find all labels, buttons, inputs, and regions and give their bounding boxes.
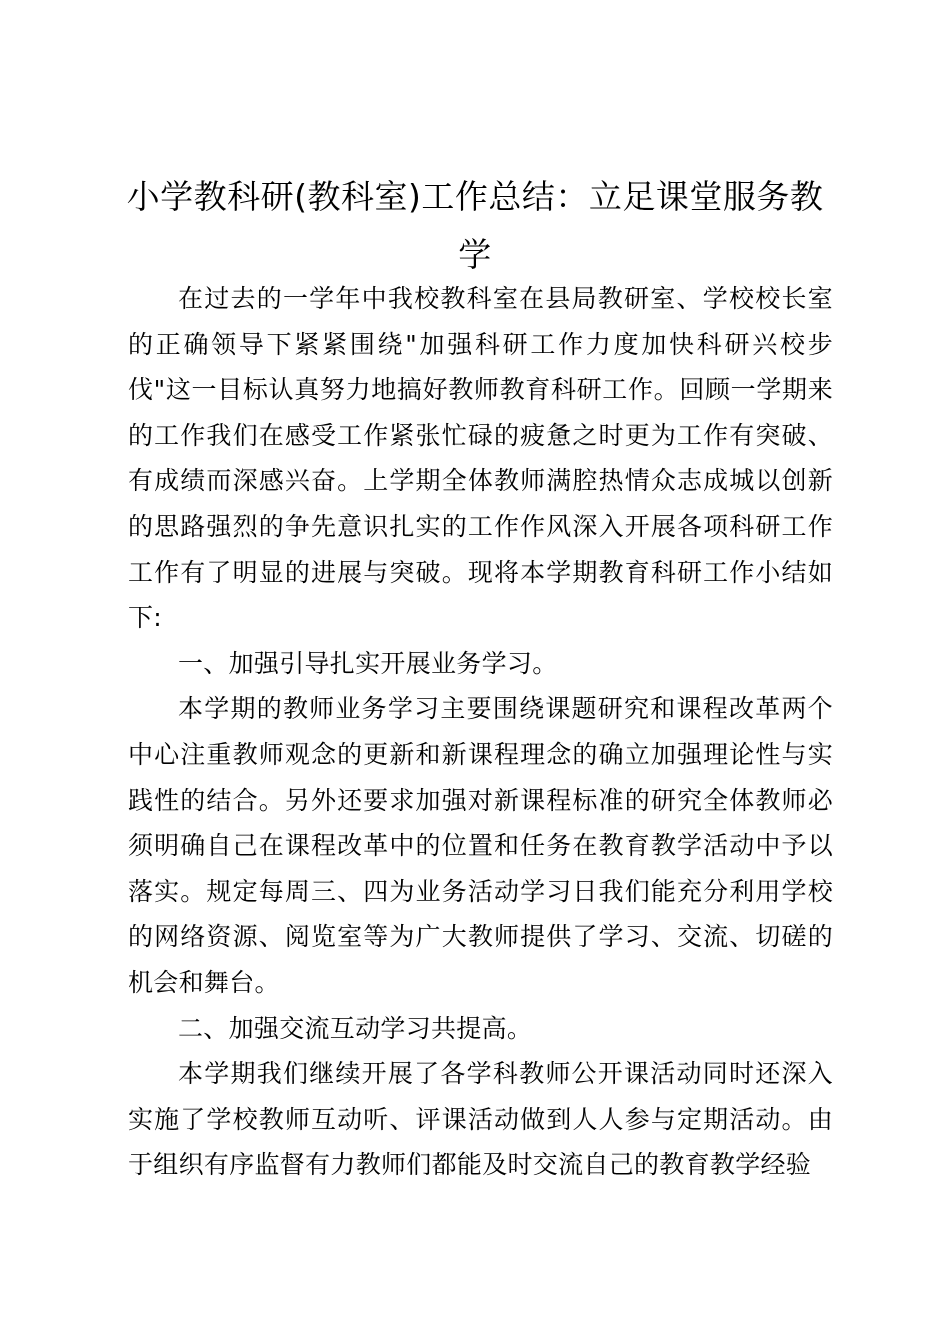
section-paragraph-2: 本学期我们继续开展了各学科教师公开课活动同时还深入实施了学校教师互动听、评课活动做到人人参与定期活动。由于组织有序监督有力教师们都能及时交流自己的教育教学经验 <box>128 1059 833 1180</box>
intro-paragraph: 在过去的一学年中我校教科室在县局教研室、学校校长室的正确领导下紧紧围绕"加强科研工作力度加快科研兴校步伐"这一目标认真努力地搞好教师教育科研工作。回顾一学期来的工作我们在感受工作紧张忙碌的疲惫之时更为工作有突破、有成绩而深感兴奋。上学期全体教师满腔热情众志成城以创新的思路强烈的争先意识扎实的工作作风深入开展各项科研工作工作有了明显的进展与突破。现将本学期教育科研工作小结如下: <box>128 284 833 633</box>
document-title: 小学教科研(教科室)工作总结：立足课堂服务教学 <box>126 177 824 274</box>
document-body <box>128 276 833 1188</box>
section-paragraph-1: 本学期的教师业务学习主要围绕课题研究和课程改革两个中心注重教师观念的更新和新课程理念的确立加强理论性与实践性的结合。另外还要求加强对新课程标准的研究全体教师必须明确自己在课程改革中的位置和任务在教育教学活动中予以落实。规定每周三、四为业务活动学习日我们能充分利用学校的网络资源、阅览室等为广大教师提供了学习、交流、切磋的机会和舞台。 <box>128 694 833 997</box>
section-heading-2: 二、加强交流互动学习共提高。 <box>178 1013 533 1043</box>
section-heading-1: 一、加强引导扎实开展业务学习。 <box>178 648 558 678</box>
